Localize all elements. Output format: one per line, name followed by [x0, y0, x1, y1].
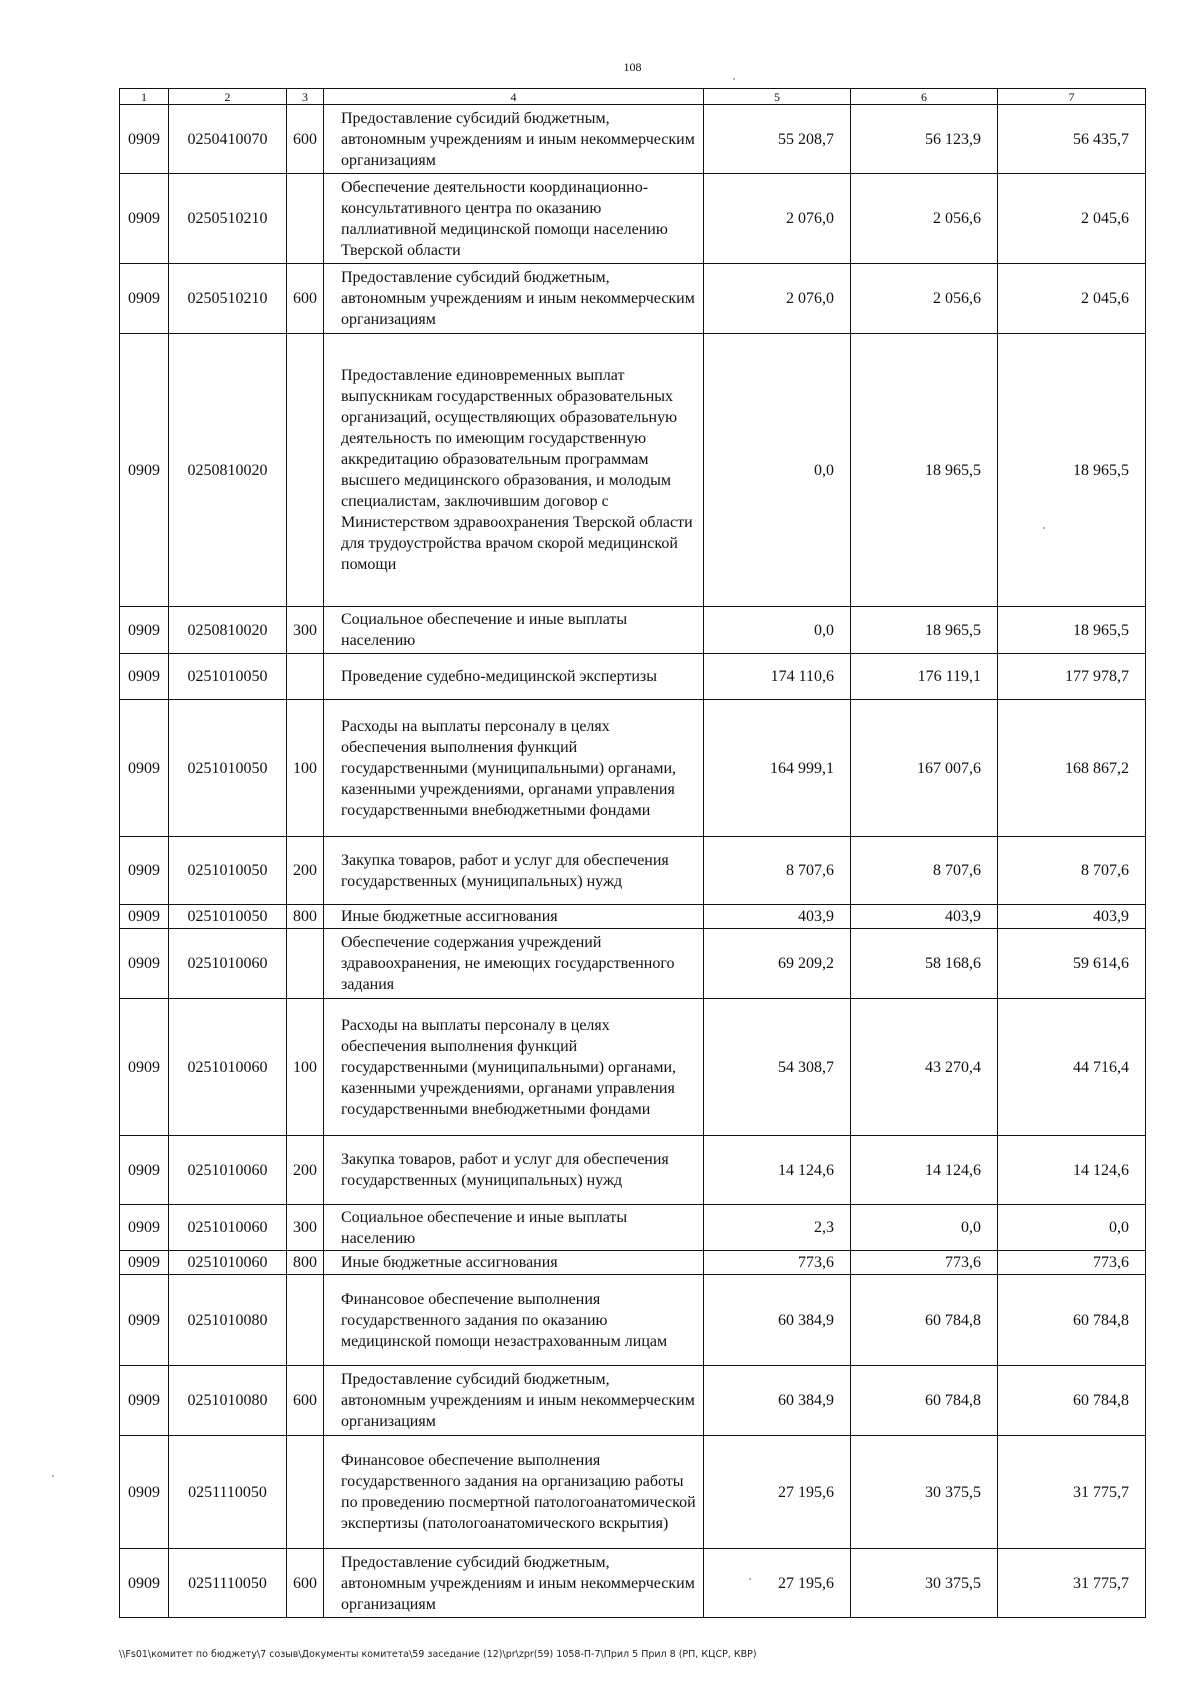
- amount-col6: 8 707,6: [851, 837, 998, 905]
- target-article-code: 0251110050: [169, 1549, 287, 1618]
- section-code: 0909: [120, 700, 169, 837]
- column-header: 4: [324, 89, 704, 105]
- table-row: [120, 334, 1146, 607]
- target-article-code: 0251010050: [169, 837, 287, 905]
- expense-type-code: [287, 654, 324, 700]
- table-row: [120, 174, 1146, 264]
- amount-col5: 55 208,7: [704, 105, 851, 174]
- expense-name: Предоставление субсидий бюджетным, автономным учреждениям и иным некоммерческим организациям: [324, 1366, 704, 1436]
- amount-col5: 60 384,9: [704, 1275, 851, 1366]
- table-row: [120, 1205, 1146, 1251]
- section-code: 0909: [120, 654, 169, 700]
- amount-col5: 2 076,0: [704, 174, 851, 264]
- amount-col7: 18 965,5: [998, 607, 1146, 654]
- amount-col6: 403,9: [851, 905, 998, 929]
- amount-col5: 773,6: [704, 1251, 851, 1275]
- amount-col5: 14 124,6: [704, 1136, 851, 1205]
- expense-type-code: 100: [287, 700, 324, 837]
- section-code: 0909: [120, 1549, 169, 1618]
- target-article-code: 0251110050: [169, 1436, 287, 1549]
- section-code: 0909: [120, 837, 169, 905]
- amount-col6: 30 375,5: [851, 1436, 998, 1549]
- target-article-code: 0250410070: [169, 105, 287, 174]
- target-article-code: 0251010080: [169, 1275, 287, 1366]
- expense-type-code: [287, 334, 324, 607]
- expense-name: Социальное обеспечение и иные выплаты населению: [324, 607, 704, 654]
- expense-name: Иные бюджетные ассигнования: [324, 1251, 704, 1275]
- expense-type-code: 600: [287, 1366, 324, 1436]
- table-row: [120, 837, 1146, 905]
- target-article-code: 0251010050: [169, 905, 287, 929]
- amount-col7: 14 124,6: [998, 1136, 1146, 1205]
- expense-type-code: [287, 929, 324, 999]
- amount-col5: 174 110,6: [704, 654, 851, 700]
- column-header: 7: [998, 89, 1146, 105]
- target-article-code: 0251010060: [169, 929, 287, 999]
- expense-type-code: 300: [287, 1205, 324, 1251]
- amount-col5: 0,0: [704, 607, 851, 654]
- amount-col7: 18 965,5: [998, 334, 1146, 607]
- target-article-code: 0250810020: [169, 334, 287, 607]
- amount-col5: 2 076,0: [704, 264, 851, 334]
- column-header: 2: [169, 89, 287, 105]
- amount-col6: 58 168,6: [851, 929, 998, 999]
- amount-col5: 403,9: [704, 905, 851, 929]
- section-code: 0909: [120, 1366, 169, 1436]
- target-article-code: 0251010060: [169, 1205, 287, 1251]
- section-code: 0909: [120, 1275, 169, 1366]
- section-code: 0909: [120, 905, 169, 929]
- amount-col5: 60 384,9: [704, 1366, 851, 1436]
- target-article-code: 0251010060: [169, 999, 287, 1136]
- expense-type-code: 300: [287, 607, 324, 654]
- scan-speck: [52, 1475, 54, 1477]
- column-header: 5: [704, 89, 851, 105]
- page-number: 108: [623, 60, 642, 74]
- amount-col6: 60 784,8: [851, 1366, 998, 1436]
- amount-col7: 60 784,8: [998, 1366, 1146, 1436]
- section-code: 0909: [120, 999, 169, 1136]
- amount-col7: 60 784,8: [998, 1275, 1146, 1366]
- target-article-code: 0250510210: [169, 174, 287, 264]
- expense-name: Расходы на выплаты персоналу в целях обеспечения выполнения функций государственными (муниципальными) органами, казенными учреждениями, органами управления государственными внебюджетными фондами: [324, 700, 704, 837]
- table-row: [120, 1251, 1146, 1275]
- amount-col7: 56 435,7: [998, 105, 1146, 174]
- amount-col6: 2 056,6: [851, 174, 998, 264]
- table-row: [120, 999, 1146, 1136]
- expense-name: Обеспечение деятельности координационно-консультативного центра по оказанию паллиативной медицинской помощи населению Тверской области: [324, 174, 704, 264]
- amount-col6: 167 007,6: [851, 700, 998, 837]
- table-row: [120, 607, 1146, 654]
- expense-type-code: [287, 1275, 324, 1366]
- amount-col7: 2 045,6: [998, 264, 1146, 334]
- table-row: [120, 1549, 1146, 1618]
- expense-type-code: 600: [287, 264, 324, 334]
- section-code: 0909: [120, 1436, 169, 1549]
- amount-col6: 14 124,6: [851, 1136, 998, 1205]
- expense-name: Обеспечение содержания учреждений здравоохранения, не имеющих государственного задания: [324, 929, 704, 999]
- expense-name: Расходы на выплаты персоналу в целях обеспечения выполнения функций государственными (муниципальными) органами, казенными учреждениями, органами управления государственными внебюджетными фондами: [324, 999, 704, 1136]
- section-code: 0909: [120, 264, 169, 334]
- table-row: [120, 929, 1146, 999]
- expense-name: Финансовое обеспечение выполнения государственного задания по оказанию медицинской помощи незастрахованным лицам: [324, 1275, 704, 1366]
- section-code: 0909: [120, 174, 169, 264]
- expense-name: Закупка товаров, работ и услуг для обеспечения государственных (муниципальных) нужд: [324, 837, 704, 905]
- expense-type-code: 600: [287, 1549, 324, 1618]
- budget-table: [119, 88, 1146, 1618]
- amount-col5: 2,3: [704, 1205, 851, 1251]
- amount-col5: 164 999,1: [704, 700, 851, 837]
- expense-type-code: 800: [287, 1251, 324, 1275]
- amount-col7: 59 614,6: [998, 929, 1146, 999]
- amount-col7: 8 707,6: [998, 837, 1146, 905]
- target-article-code: 0251010050: [169, 700, 287, 837]
- amount-col5: 0,0: [704, 334, 851, 607]
- amount-col5: 27 195,6: [704, 1436, 851, 1549]
- table-row: [120, 654, 1146, 700]
- amount-col7: 168 867,2: [998, 700, 1146, 837]
- amount-col7: 0,0: [998, 1205, 1146, 1251]
- expense-name: Предоставление субсидий бюджетным, автономным учреждениям и иным некоммерческим организациям: [324, 1549, 704, 1618]
- amount-col6: 60 784,8: [851, 1275, 998, 1366]
- expense-type-code: [287, 174, 324, 264]
- expense-name: Предоставление субсидий бюджетным, автономным учреждениям и иным некоммерческим организациям: [324, 264, 704, 334]
- amount-col7: 44 716,4: [998, 999, 1146, 1136]
- section-code: 0909: [120, 929, 169, 999]
- column-header: 6: [851, 89, 998, 105]
- table-row: [120, 1136, 1146, 1205]
- section-code: 0909: [120, 607, 169, 654]
- amount-col6: 56 123,9: [851, 105, 998, 174]
- amount-col6: 30 375,5: [851, 1549, 998, 1618]
- amount-col6: 18 965,5: [851, 607, 998, 654]
- amount-col6: 176 119,1: [851, 654, 998, 700]
- target-article-code: 0251010060: [169, 1251, 287, 1275]
- section-code: 0909: [120, 1136, 169, 1205]
- expense-name: Предоставление единовременных выплат выпускникам государственных образовательных организаций, осуществляющих образовательную деятельность по имеющим государственную аккредитацию образовательным программам высшего медицинского образования, и молодым специалистам, заключившим договор с Министерством здравоохранения Тверской области для трудоустройства врачом скорой медицинской помощи: [324, 334, 704, 607]
- amount-col5: 27 195,6: [704, 1549, 851, 1618]
- amount-col5: 54 308,7: [704, 999, 851, 1136]
- expense-type-code: [287, 1436, 324, 1549]
- target-article-code: 0251010060: [169, 1136, 287, 1205]
- target-article-code: 0251010080: [169, 1366, 287, 1436]
- target-article-code: 0250510210: [169, 264, 287, 334]
- expense-name: Проведение судебно-медицинской экспертизы: [324, 654, 704, 700]
- scan-speck: [733, 78, 735, 80]
- expense-type-code: 200: [287, 837, 324, 905]
- section-code: 0909: [120, 334, 169, 607]
- target-article-code: 0250810020: [169, 607, 287, 654]
- header-row: [120, 89, 1146, 105]
- amount-col6: 773,6: [851, 1251, 998, 1275]
- target-article-code: 0251010050: [169, 654, 287, 700]
- expense-type-code: 100: [287, 999, 324, 1136]
- column-header: 1: [120, 89, 169, 105]
- expense-name: Иные бюджетные ассигнования: [324, 905, 704, 929]
- amount-col6: 18 965,5: [851, 334, 998, 607]
- section-code: 0909: [120, 1251, 169, 1275]
- section-code: 0909: [120, 105, 169, 174]
- expense-type-code: 600: [287, 105, 324, 174]
- table-row: [120, 105, 1146, 174]
- scan-speck: [1043, 527, 1045, 529]
- amount-col5: 8 707,6: [704, 837, 851, 905]
- table-row: [120, 264, 1146, 334]
- amount-col5: 69 209,2: [704, 929, 851, 999]
- expense-type-code: 200: [287, 1136, 324, 1205]
- table-row: [120, 905, 1146, 929]
- amount-col6: 0,0: [851, 1205, 998, 1251]
- amount-col6: 2 056,6: [851, 264, 998, 334]
- amount-col7: 177 978,7: [998, 654, 1146, 700]
- amount-col7: 2 045,6: [998, 174, 1146, 264]
- column-header: 3: [287, 89, 324, 105]
- amount-col7: 31 775,7: [998, 1549, 1146, 1618]
- expense-name: Социальное обеспечение и иные выплаты населению: [324, 1205, 704, 1251]
- amount-col6: 43 270,4: [851, 999, 998, 1136]
- amount-col7: 403,9: [998, 905, 1146, 929]
- expense-name: Закупка товаров, работ и услуг для обеспечения государственных (муниципальных) нужд: [324, 1136, 704, 1205]
- footer-file-path: \\Fs01\комитет по бюджету\7 созыв\Документы комитета\59 заседание (12)\pr\zpr(59) 1058-П-7\Прил 5 Прил 8 (РП, КЦСР, КВР): [119, 1649, 757, 1660]
- table-row: [120, 1436, 1146, 1549]
- scan-speck: [749, 1578, 751, 1580]
- amount-col7: 773,6: [998, 1251, 1146, 1275]
- section-code: 0909: [120, 1205, 169, 1251]
- amount-col7: 31 775,7: [998, 1436, 1146, 1549]
- table-row: [120, 1366, 1146, 1436]
- expense-name: Финансовое обеспечение выполнения государственного задания на организацию работы по проведению посмертной патологоанатомической экспертизы (патологоанатомического вскрытия): [324, 1436, 704, 1549]
- expense-type-code: 800: [287, 905, 324, 929]
- expense-name: Предоставление субсидий бюджетным, автономным учреждениям и иным некоммерческим организациям: [324, 105, 704, 174]
- table-row: [120, 1275, 1146, 1366]
- table-row: [120, 700, 1146, 837]
